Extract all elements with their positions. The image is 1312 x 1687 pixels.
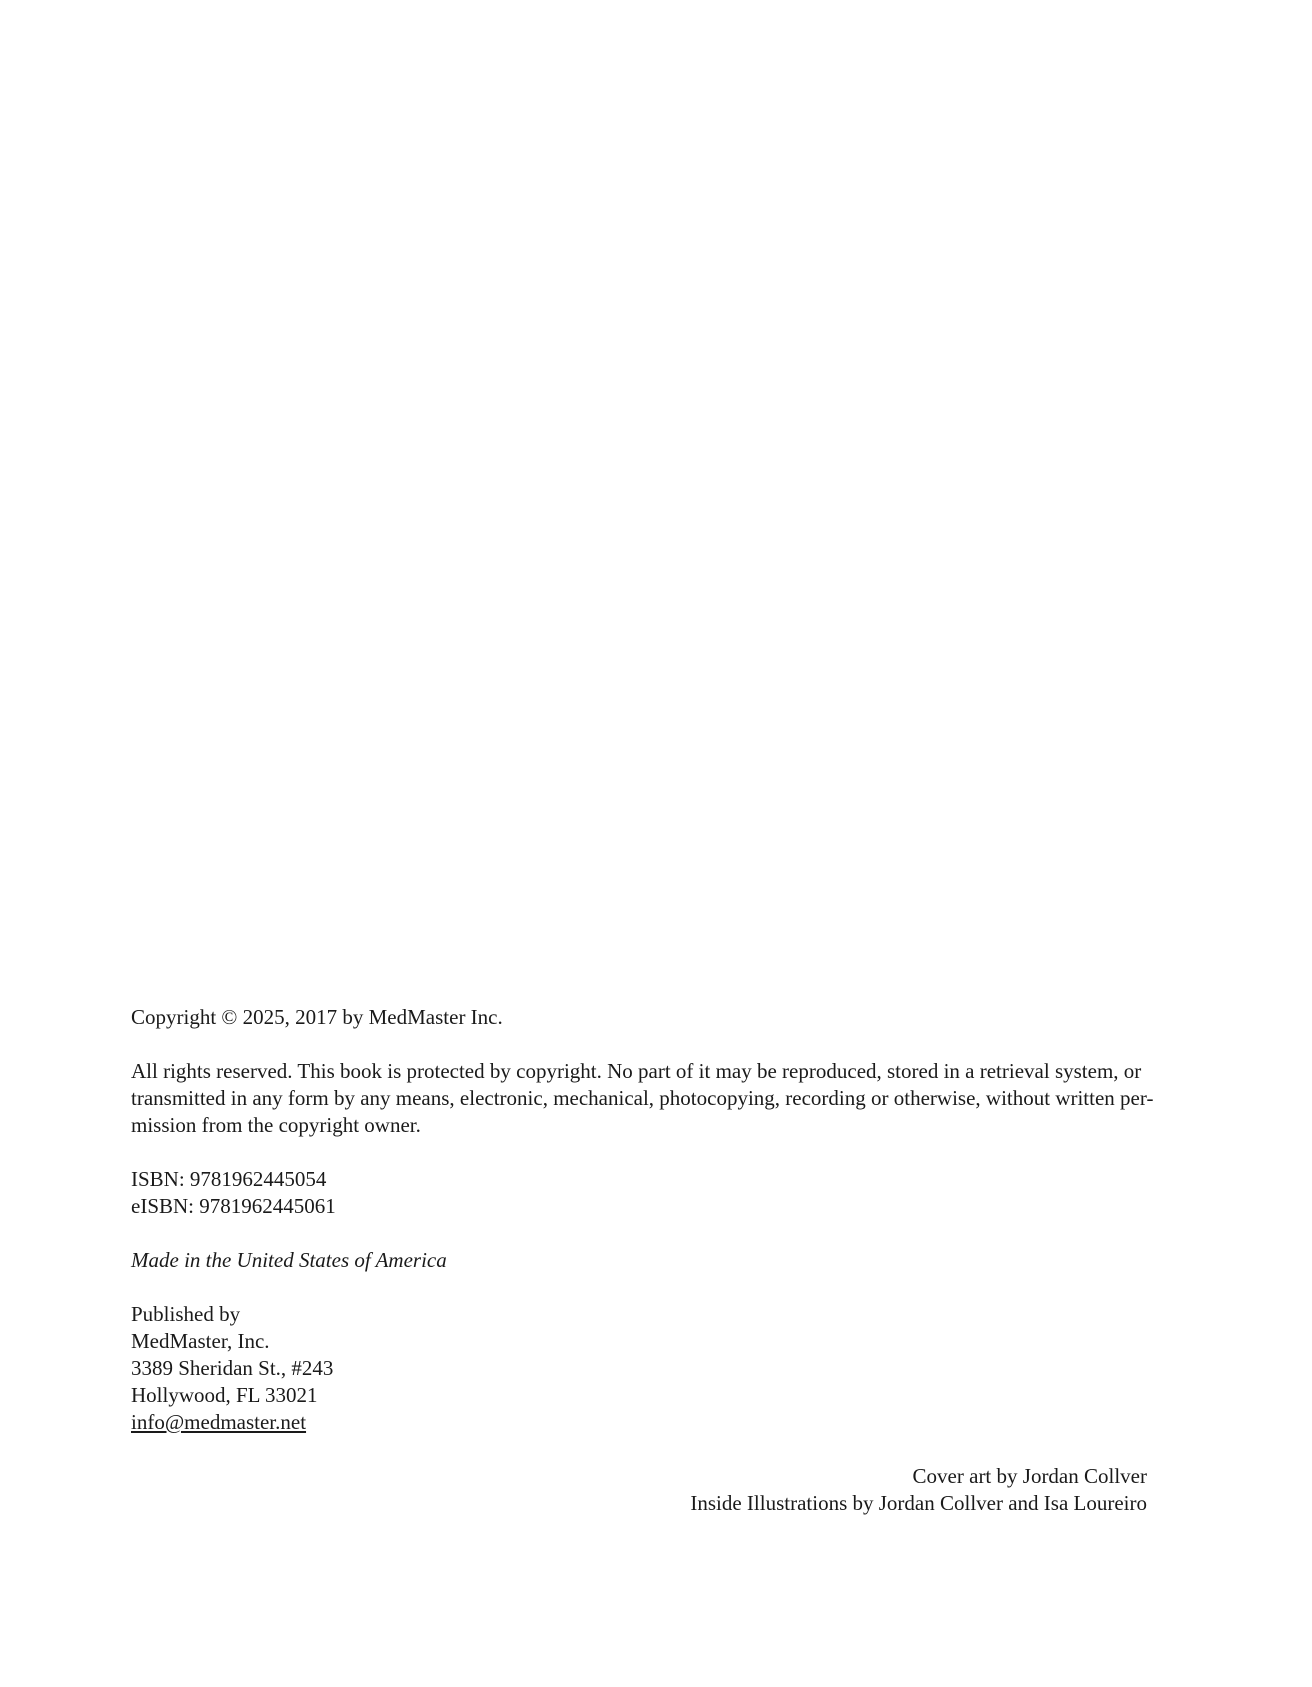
isbn-block: [131, 1166, 1147, 1220]
rights-line-1: All rights reserved. This book is protected by copyright. No part of it may be reproduced, stored in a retrieval system, or: [131, 1059, 1142, 1083]
publisher-city: Hollywood, FL 33021: [131, 1383, 318, 1407]
publisher-name: MedMaster, Inc.: [131, 1329, 270, 1353]
publisher-email-link[interactable]: info@medmaster.net: [131, 1410, 307, 1434]
rights-line-3: mission from the copyright owner.: [131, 1113, 421, 1137]
made-in-notice: [131, 1247, 1147, 1274]
publisher-street: 3389 Sheridan St., #243: [131, 1356, 334, 1380]
rights-line-2: transmitted in any form by any means, electronic, mechanical, photocopying, recording or otherwise, without written per-: [131, 1086, 1154, 1110]
publisher-address: [131, 1301, 1147, 1436]
isbn: ISBN: 9781962445054: [131, 1167, 327, 1191]
rights-reserved-paragraph: [131, 1058, 1154, 1139]
made-in-line: Made in the United States of America: [131, 1248, 447, 1272]
copyright-line: Copyright © 2025, 2017 by MedMaster Inc.: [131, 1005, 503, 1029]
published-by-label: Published by: [131, 1302, 241, 1326]
eisbn: eISBN: 9781962445061: [131, 1194, 336, 1218]
copyright-notice: [131, 1004, 1147, 1031]
cover-art-credit: Cover art by Jordan Collver: [912, 1464, 1147, 1488]
art-credits: [131, 1463, 1147, 1517]
illustrations-credit: Inside Illustrations by Jordan Collver and Isa Loureiro: [690, 1491, 1147, 1515]
